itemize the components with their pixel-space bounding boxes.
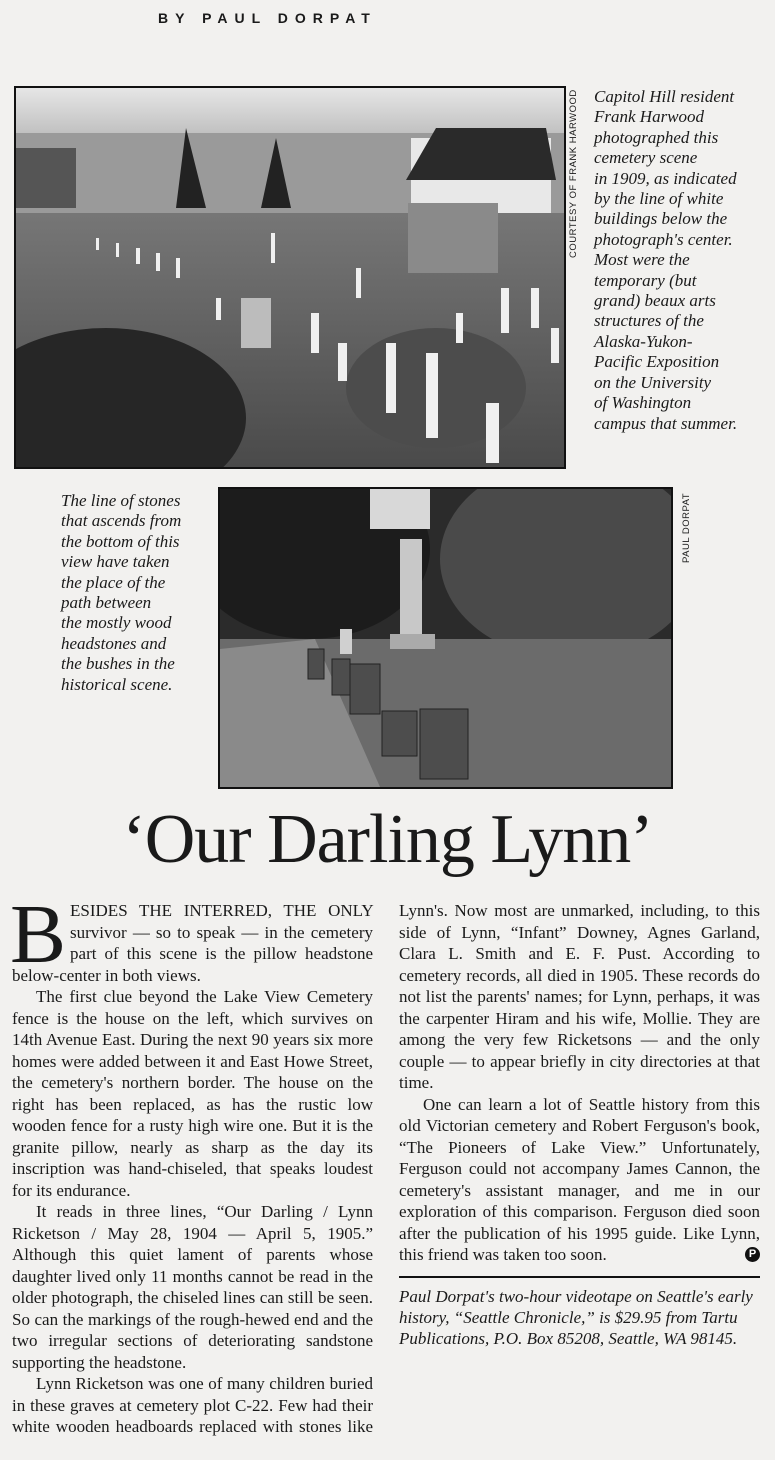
headline: ‘Our Darling Lynn’ — [122, 801, 653, 878]
modern-cemetery-photo — [218, 487, 673, 789]
article-body — [10, 888, 760, 1448]
bottom-photo-credit: PAUL DORPAT — [681, 492, 692, 563]
paragraph-text: One can learn a lot of Seattle history from this old Victorian cemetery and Robert Ferguson's book, “The Pioneers of Lake View.” Unfortunately, Ferguson could not accompany James Cannon, the cemetery's assistant manager, and me in our exploration of this comparison. Ferguson died soon after the publication of his 1995 guide. Like Lynn, this friend was taken too soon. — [399, 1094, 760, 1264]
paragraph-text: survivor — so to speak — in the cemetery part of this scene is the pillow headstone below-center in both views. — [12, 922, 373, 985]
bottom-photo-caption: The line of stones that ascends from the bottom of this view have taken the place of the path between the mostly wood headstones and the bushes in the historical scene. — [61, 491, 182, 694]
paragraph: It reads in three lines, “Our Darling / Lynn Ricketson / May 28, 1904 — April 5, 1905.” Although this quiet lament of parents whose daughter lived only 11 months cannot be read in the older photograph, the chiseled lines can still be seen. So can the markings of the rough-hewed end and the two irregular sections of deteriorating sandstone supporting the headstone. — [12, 1202, 373, 1372]
paragraph: Lynn Ricketson was one of many children buried in these graves at cemetery plot C-22. Few had their white wooden headboards replaced with stones like Lynn's. Now most are unmarked, including, to this side of Lynn, “Infant” Downey, Agnes Garland, Clara L. Smith and E. F. Pust. According to cemetery records, all died in 1905. These records do not list the parents' names; for Lynn, perhaps, it was the carpenter Hiram and his wife, Mollie. They are among the very few Ricketsons — and the only couple — to appear briefly in city directories at that time. — [12, 901, 760, 1436]
byline: BY PAUL DORPAT — [158, 10, 377, 26]
paragraph: The first clue beyond the Lake View Cemetery fence is the house on the left, which survives on 14th Avenue East. During the next 90 years six more homes were added between it and East Howe Street, the cemetery's northern border. The house on the right has been replaced, as has the rustic low wooden fence for a rusty high wire one. But it is the granite pillow, nearly as sharp as the day its inscription was hand-chiseled, that speaks loudest for its endurance. — [12, 987, 373, 1200]
top-photo-caption: Capitol Hill resident Frank Harwood photographed this cemetery scene in 1909, as indicated by the line of white buildings below the photograph's center. Most were the temporary (but grand) beaux arts structures of the Alaska-Yukon- Pacific Exposition on the University of Washington campus that summer. — [594, 87, 738, 433]
paragraph — [399, 1094, 760, 1266]
lead-caps: ESIDES THE INTERRED, THE ONLY — [70, 901, 373, 920]
divider — [399, 1276, 760, 1278]
top-photo-credit: COURTESY OF FRANK HARWOOD — [568, 89, 579, 258]
drop-cap: B — [10, 888, 67, 981]
historic-cemetery-photo — [14, 86, 566, 469]
videotape-promo: Paul Dorpat's two-hour videotape on Seattle's early history, “Seattle Chronicle,” is $29.95 from Tartu Publications, P.O. Box 85208, Seattle, WA 98145. — [399, 1286, 753, 1348]
lead-paragraph — [10, 888, 373, 986]
end-mark-icon: P — [745, 1247, 760, 1262]
